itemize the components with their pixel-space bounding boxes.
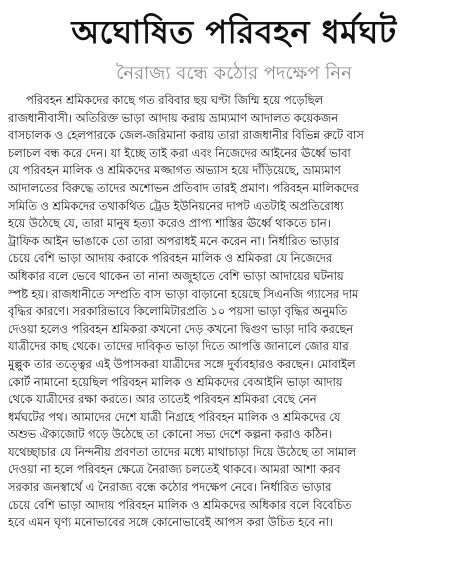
- article-line: বৃদ্ধির কারণে। সরকারিভাবে কিলোমিটারপ্রতি ১০ পয়সা ভাড়া বৃদ্ধির অনুমতি: [8, 304, 348, 319]
- article-line: অশুভ ঐক্যজোট গড়ে উঠেছে তা কোনো সভ্য দেশে কল্পনা করাও কঠিন।: [8, 427, 333, 442]
- article-line: থেকে যাত্রীদের রক্ষা করতে। আর তাতেই পরিবহন শ্রমিকরা বেছে নেন: [8, 392, 317, 407]
- article-line: যথেচ্ছাচার যে নিন্দনীয় প্রবণতা তাদের মধ্যে মাথাচাড়া দিয়ে উঠেছে তা সামাল: [8, 444, 357, 459]
- article-line: কোর্ট নামানো হয়েছিল পরিবহন মালিক ও শ্রমিকদের বেআইনি ভাড়া আদায়: [8, 374, 343, 389]
- article-line: যে পরিবহন মালিক ও শ্রমিকদের মজ্জাগত অভ্যাস হয়ে দাঁড়িয়েছে, ভ্রাম্যমাণ: [8, 163, 341, 178]
- article-body: [8, 92, 460, 532]
- article-line: হয়ে উঠেছে যে, তারা মানুষ হত্যা করেও প্রাপ্য শাস্তির ঊর্ধ্বে থাকতে চান।: [8, 216, 331, 231]
- article-line: সরকার জনস্বার্থে এ নৈরাজ্য বন্ধে কঠোর পদক্ষেপ নেবে। নির্ধারিত ভাড়ার: [8, 480, 332, 495]
- article-line: হবে এমন ঘৃণ্য মনোভাবের সঙ্গে কোনোভাবেই আপস করা উচিত হবে না।: [8, 515, 333, 530]
- article-line: রাজধানীবাসী। অতিরিক্ত ভাড়া আদায় করায় ভ্রাম্যমাণ আদালত কয়েকজন: [8, 110, 339, 125]
- article-line: অধিকার বলে ভেবে থাকেন তা নানা অজুহাতে বেশি ভাড়া আদায়ের ঘটনায়: [8, 268, 344, 283]
- article-line: পরিবহন শ্রমিকদের কাছে গত রবিবার ছয় ঘণ্টা জিম্মি হয়ে পড়েছিল: [26, 93, 324, 107]
- article-line: দেওয়া না হলে পরিবহন ক্ষেত্রে নৈরাজ্য চলতেই থাকবে। আমরা আশা করব: [8, 462, 341, 477]
- article-line: ধর্মঘটের পথ। আমাদের দেশে যাত্রী নিগ্রহে পরিবহন মালিক ও শ্রমিকদের যে: [8, 409, 341, 424]
- article-line: যাত্রীদের কাছ থেকে। তাদের দাবিকৃত ভাড়া দিতে আপত্তি জানালে জোর যার: [8, 339, 349, 354]
- article-line: চেয়ে বেশি ভাড়া আদায় করাকে পরিবহন মালিক ও শ্রমিকরা যে নিজেদের: [8, 251, 333, 266]
- article-line: বাসচালক ও হেলপারকে জেল-জরিমানা করায় তারা রাজধানীর বিভিন্ন রুটে বাস: [8, 128, 364, 143]
- article-line: স্পষ্ট হয়। রাজধানীতে সম্প্রতি বাস ভাড়া বাড়ানো হয়েছে সিএনজি গ্যাসের দাম: [8, 286, 359, 301]
- article-line: চেয়ে বেশি ভাড়া আদায় পরিবহন মালিক ও শ্রমিকদের অধিকার বলে বিবেচিত: [8, 497, 352, 512]
- article-line: সমিতি ও শ্রমিকদের তথাকথিত ট্রেড ইউনিয়নের দাপট এতটাই অপ্রতিরোধ্য: [8, 198, 344, 213]
- article-line: ট্রাফিক আইন ভাঙাকে তো তারা অপরাধই মনে করেন না। নির্ধারিত ভাড়ার: [8, 233, 340, 248]
- article-subheadline: নৈরাজ্য বন্ধে কঠোর পদক্ষেপ নিন: [116, 63, 352, 84]
- article-headline: অঘোষিত পরিবহন ধর্মঘট: [71, 13, 397, 51]
- article-line: মুল্লুক তার তত্ত্বের এই উপাসকরা যাত্রীদের সঙ্গে দুর্ব্যবহারও করছেন। মোবাইল: [8, 356, 356, 371]
- article-line: চলাচল বন্ধ করে দেন। যা ইচ্ছে তাই করা এবং নিজেদের আইনের ঊর্ধ্বে ভাবা: [8, 145, 351, 160]
- article-line: দেওয়া হলেও পরিবহন শ্রমিকরা কখনো দেড় কখনো দ্বিগুণ ভাড়া দাবি করছেন: [8, 321, 354, 336]
- article-line: আদালতের বিরুদ্ধে তাদের অশোভন প্রতিবাদ তারই প্রমাণ। পরিবহন মালিকদের: [8, 180, 359, 195]
